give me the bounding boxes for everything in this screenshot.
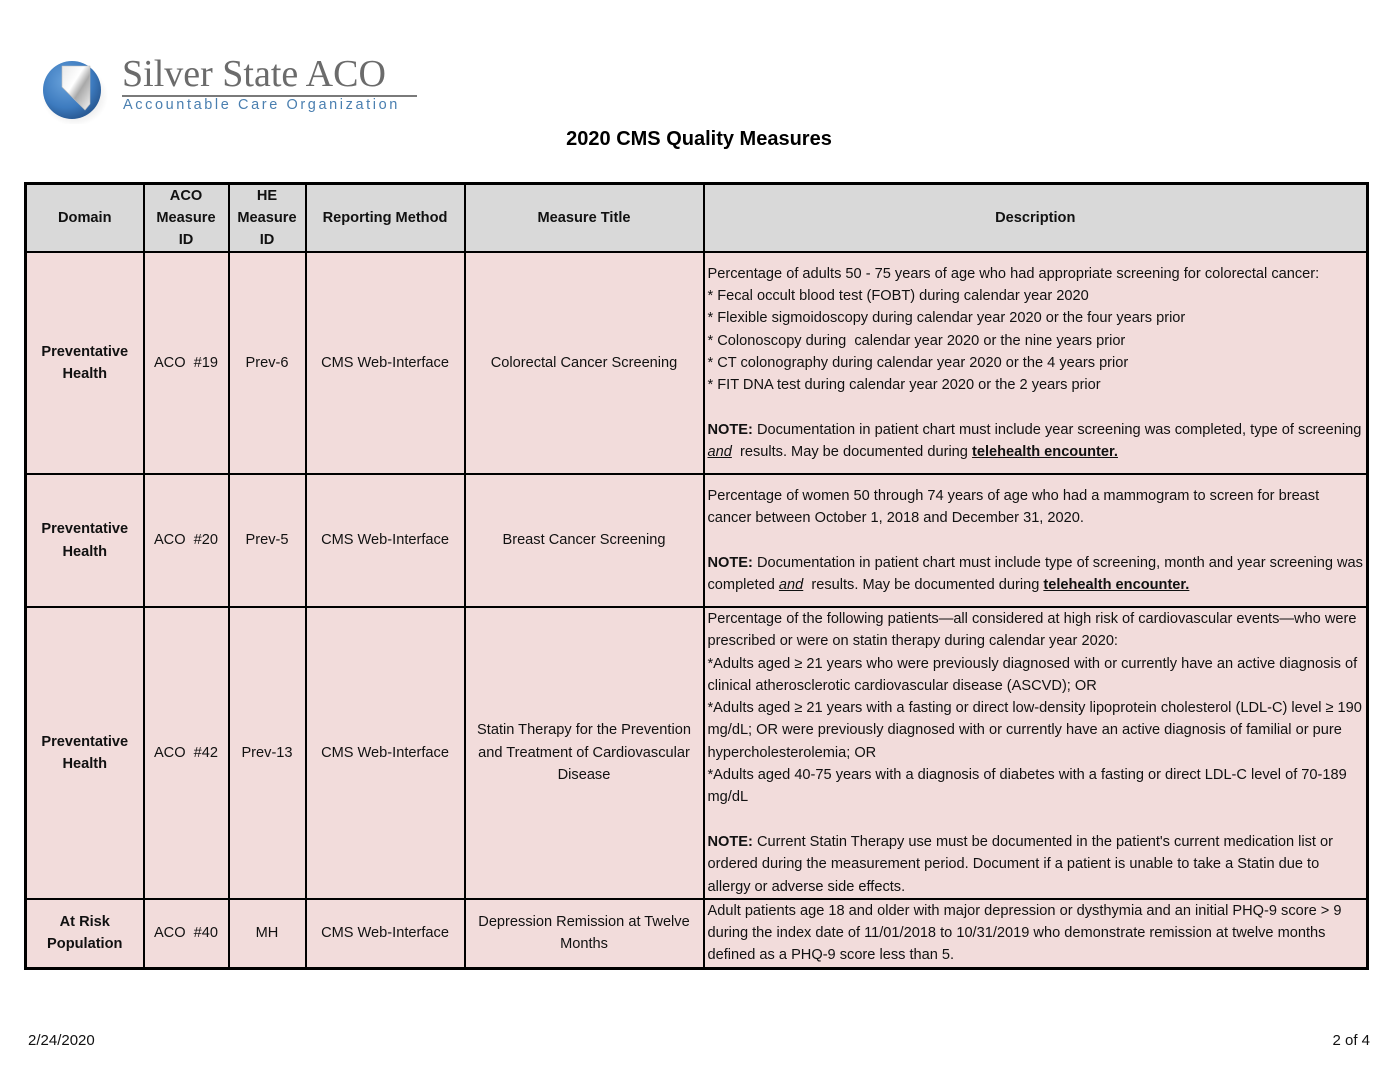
description-line: * Flexible sigmoidoscopy during calendar year 2020 or the four years prior — [707, 310, 1186, 327]
note-text: Documentation in patient chart must include year screening was completed, type of screening — [752, 421, 1366, 438]
organization-tagline: Accountable Care Organization — [123, 97, 400, 113]
cell-aco-id: ACO #20 — [144, 474, 229, 607]
note-label: NOTE: — [707, 833, 753, 850]
note-text: results. May be documented during — [803, 576, 1044, 593]
page-title: 2020 CMS Quality Measures — [566, 128, 832, 150]
note-text: Current Statin Therapy use must be documented in the patient's current medication list or ordered during the measurement period. Document if a patient is unable to take a Statin due to allergy or adverse side effects. — [707, 833, 1333, 895]
description-line: * Fecal occult blood test (FOBT) during calendar year 2020 — [707, 287, 1089, 304]
description-line: Percentage of the following patients—all considered at high risk of cardiovascular events—who were prescribed or were on statin therapy during calendar year 2020: — [707, 611, 1357, 650]
domain-line: Preventative — [41, 343, 129, 360]
cell-he-id: Prev-13 — [229, 607, 306, 899]
table-row — [26, 607, 1368, 899]
cell-domain — [26, 474, 144, 607]
organization-name: Silver State ACO — [122, 53, 386, 95]
cell-he-id: MH — [229, 899, 306, 968]
cell-description — [704, 899, 1368, 968]
note-label: NOTE: — [707, 421, 753, 438]
cell-he-id: Prev-5 — [229, 474, 306, 607]
domain-line: At Risk — [59, 914, 110, 930]
domain-line: Health — [62, 755, 108, 772]
domain-line: Health — [62, 366, 108, 382]
cell-measure-title: Statin Therapy for the Prevention and Treatment of Cardiovascular Disease — [465, 607, 704, 899]
header-he-line: ID — [259, 232, 275, 248]
header-he-line: Measure — [237, 210, 297, 226]
domain-line: Health — [62, 543, 108, 560]
description-note — [707, 552, 1367, 597]
cell-measure-title: Depression Remission at Twelve Months — [465, 899, 704, 968]
cell-aco-id: ACO #42 — [144, 607, 229, 899]
note-text: results. May be documented during — [731, 444, 972, 461]
cell-description — [704, 474, 1368, 607]
cell-domain — [26, 607, 144, 899]
note-label: NOTE: — [707, 554, 753, 571]
telehealth-encounter-text: telehealth encounter. — [971, 444, 1118, 461]
note-emphasis: and — [778, 576, 804, 593]
header-measure-title: Measure Title — [465, 184, 704, 253]
table-header-row — [26, 184, 1368, 253]
note-emphasis: and — [707, 444, 732, 461]
spacer — [708, 529, 1364, 551]
header-description: Description — [704, 184, 1368, 253]
description-line: * CT colonography during calendar year 2020 or the 4 years prior — [707, 354, 1129, 371]
cell-reporting-method: CMS Web-Interface — [306, 252, 465, 474]
spacer — [708, 396, 1364, 418]
header-aco-line: ID — [178, 232, 194, 248]
cell-reporting-method: CMS Web-Interface — [306, 474, 465, 607]
description-note — [708, 831, 1364, 898]
spacer — [708, 809, 1364, 831]
cell-description — [704, 252, 1368, 474]
header-domain: Domain — [26, 184, 144, 253]
domain-line: Preventative — [41, 521, 129, 538]
header-he-line: HE — [256, 188, 278, 204]
description-line: *Adults aged ≥ 21 years with a fasting or direct low-density lipoprotein cholesterol (LDL-C) level ≥ 190 mg/dL; OR were previously diagnosed with or currently have an active diagnosis of familial or pure hypercholesterolemia; OR — [707, 700, 1362, 761]
table-row — [26, 899, 1368, 968]
description-line: Percentage of adults 50 - 75 years of age who had appropriate screening for colorectal cancer: — [707, 265, 1320, 282]
header-aco-measure-id — [144, 184, 229, 253]
telehealth-encounter-text: telehealth encounter. — [1043, 576, 1190, 593]
description-line: Adult patients age 18 and older with major depression or dysthymia and an initial PHQ-9 score > 9 during the index date of 11/01/2018 to 10/31/2019 who demonstrate remission at twelve months defined as a PHQ-9 score less than 5. — [707, 902, 1342, 964]
cell-measure-title: Colorectal Cancer Screening — [465, 252, 704, 474]
header-reporting-method: Reporting Method — [306, 184, 465, 253]
footer-date: 2/24/2020 — [28, 1032, 95, 1049]
cell-description — [704, 607, 1368, 899]
domain-line: Population — [47, 936, 123, 953]
header-he-measure-id — [229, 184, 306, 253]
organization-logo — [34, 50, 434, 130]
description-line: * FIT DNA test during calendar year 2020 or the 2 years prior — [707, 377, 1101, 394]
cell-reporting-method: CMS Web-Interface — [306, 607, 465, 899]
cell-he-id: Prev-6 — [229, 252, 306, 474]
description-line: *Adults aged ≥ 21 years who were previously diagnosed with or currently have an active diagnosis of clinical atherosclerotic cardiovascular disease (ASCVD); OR — [707, 655, 1358, 694]
page-number: 2 of 4 — [1332, 1032, 1370, 1049]
table-row — [26, 474, 1368, 607]
cell-measure-title: Breast Cancer Screening — [465, 474, 704, 607]
cell-reporting-method: CMS Web-Interface — [306, 899, 465, 968]
note-text: Documentation in patient chart must include type of screening, month and year screening was completed — [707, 554, 1367, 593]
header-aco-line: ACO — [169, 188, 203, 204]
description-line: Percentage of women 50 through 74 years of age who had a mammogram to screen for breast cancer between October 1, 2018 and December 31, 2020. — [707, 487, 1320, 527]
header-aco-line: Measure — [156, 210, 216, 226]
description-line: *Adults aged 40-75 years with a diagnosis of diabetes with a fasting or direct LDL-C level of 70-189 mg/dL — [707, 767, 1347, 806]
cell-domain — [26, 899, 144, 968]
table-row — [26, 252, 1368, 474]
cell-domain — [26, 252, 144, 474]
cell-aco-id: ACO #19 — [144, 252, 229, 474]
cell-aco-id: ACO #40 — [144, 899, 229, 968]
quality-measures-table — [24, 182, 1369, 970]
domain-line: Preventative — [41, 733, 129, 750]
nevada-state-emblem-icon — [38, 54, 108, 124]
description-note — [708, 419, 1364, 464]
description-line: * Colonoscopy during calendar year 2020 or the nine years prior — [707, 332, 1126, 349]
